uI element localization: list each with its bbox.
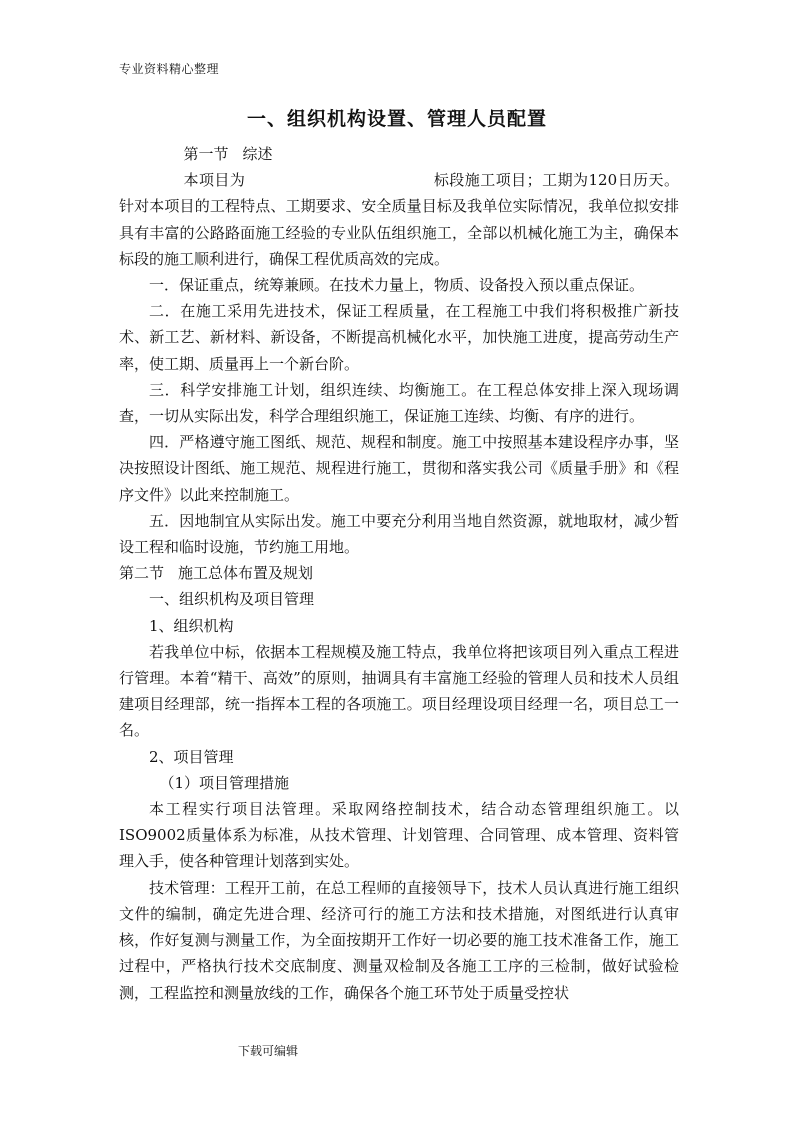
footer-note: 下载可编辑: [238, 1044, 299, 1058]
section-number: 第一节: [183, 145, 229, 163]
section-name: 施工总体布置及规划: [178, 564, 314, 583]
body-paragraph: 本工程实行项目法管理。采取网络控制技术，结合动态管理组织施工。以ISO9002质量体系为标准，从技术管理、计划管理、合同管理、成本管理、资料管理入手，使各种管理计划落到实处。: [119, 800, 679, 871]
subsection-heading: 一、组织机构及项目管理: [149, 590, 315, 609]
document-body: [119, 141, 679, 1006]
subsection-heading: 2、项目管理: [149, 747, 234, 766]
section-heading: [119, 141, 679, 167]
body-paragraph: 若我单位中标，依据本工程规模及施工特点，我单位将把该项目列入重点工程进行管理。本着“精干、高效”的原则，抽调具有丰富施工经验的管理人员和技术人员组建项目经理部，统一指挥本工程的各项施工。项目经理设项目经理一名，项目总工一名。: [119, 642, 679, 740]
section-number: 第二节: [119, 564, 165, 583]
header-note: 专业资料精心整理: [119, 62, 220, 76]
intro-paragraph: [119, 167, 679, 272]
principle-paragraph: 二．在施工采用先进技术，保证工程质量，在工程施工中我们将积极推广新技术、新工艺、新材料、新设备，不断提高机械化水平，加快施工进度，提高劳动生产率，使工期、质量再上一个新台阶。: [119, 302, 679, 373]
intro-part-a: 本项目为: [183, 171, 246, 190]
section-heading: [119, 560, 679, 586]
intro-part-b: 标段施工项目；工期为120日历天。针对本项目的工程特点、工期要求、安全质量目标及我单位实际情况，我单位拟安排具有丰富的公路路面施工经验的专业队伍组织施工，全部以机械化施工为主，确保本标段的施工顺利进行，确保工程优质高效的完成。: [119, 171, 679, 268]
subsection-heading: 1、组织机构: [149, 616, 234, 635]
principle-paragraph: 一．保证重点，统筹兼顾。在技术力量上，物质、设备投入预以重点保证。: [149, 276, 645, 295]
subsection-heading: （1）项目管理措施: [159, 773, 290, 792]
section-name: 综述: [242, 145, 273, 163]
principle-paragraph: 五．因地制宜从实际出发。施工中要充分利用当地自然资源，就地取材，减少暂设工程和临时设施，节约施工用地。: [119, 511, 679, 557]
principle-paragraph: 三．科学安排施工计划，组织连续、均衡施工。在工程总体安排上深入现场调查，一切从实际出发，科学合理组织施工，保证施工连续、均衡、有序的进行。: [119, 380, 679, 426]
principle-paragraph: 四．严格遵守施工图纸、规范、规程和制度。施工中按照基本建设程序办事，坚决按照设计图纸、施工规范、规程进行施工，贯彻和落实我公司《质量手册》和《程序文件》以此来控制施工。: [119, 433, 679, 504]
body-paragraph: 技术管理：工程开工前，在总工程师的直接领导下，技术人员认真进行施工组织文件的编制，确定先进合理、经济可行的施工方法和技术措施，对图纸进行认真审核，作好复测与测量工作，为全面按期开工作好一切必要的施工技术准备工作，施工过程中，严格执行技术交底制度、测量双检制及各施工工序的三检制，做好试验检测，工程监控和测量放线的工作，确保各个施工环节处于质量受控状: [119, 878, 679, 1002]
page-title: 一、组织机构设置、管理人员配置: [246, 108, 547, 130]
